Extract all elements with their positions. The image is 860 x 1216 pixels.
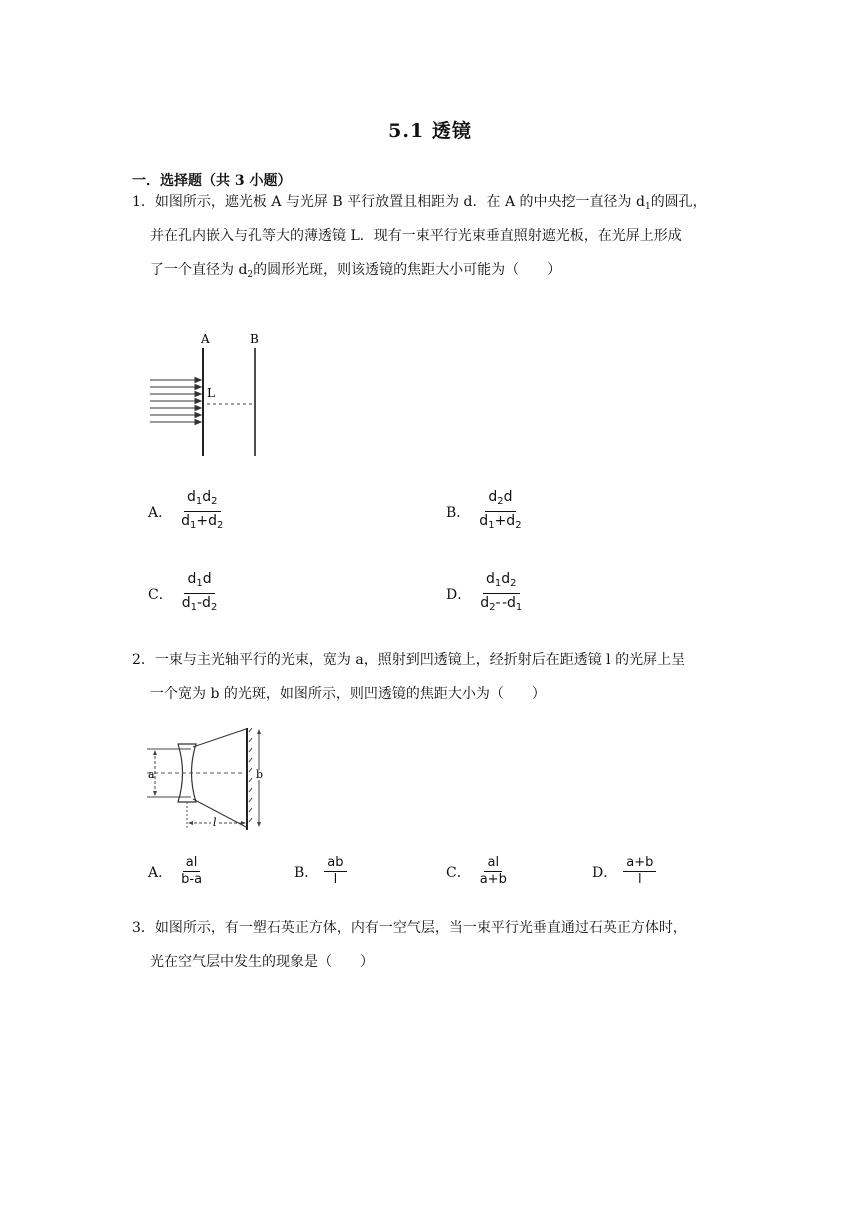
option-c-fraction: $\frac{al}{a+b}$ [479, 855, 507, 887]
section-heading: 一．选择题（共 3 小题） [132, 173, 292, 189]
question-1-option-a[interactable]: A． $\frac{d_1d_2}{d_1+d_2}$ [148, 488, 226, 535]
page-title: 5.1 透镜 [388, 120, 472, 142]
option-a-fraction: $\frac{d_1d_2}{d_1+d_2}$ [181, 489, 224, 531]
option-a-fraction: $\frac{al}{b-a}$ [181, 855, 203, 887]
figure-label-l: L [207, 386, 215, 400]
option-d-fraction: $\frac{d_1d_2}{d_2- -d_1}$ [480, 571, 523, 613]
question-2-option-d[interactable]: D． $\frac{a+b}{l}$ [592, 855, 656, 888]
concave-lens [178, 744, 196, 802]
question-3-line-1: 3．如图所示，有一塑石英正方体，内有一空气层，当一束平行光垂直通过石英正方体时， [132, 920, 687, 936]
question-1-line-3: 了一个直径为 $d_2$的圆形光斑，则该透镜的焦距大小可能为（ ） [150, 262, 562, 280]
option-b-fraction: $\frac{d_2d}{d_1+d_2}$ [479, 489, 522, 531]
question-2-option-c[interactable]: C． $\frac{al}{a+b}$ [446, 855, 510, 888]
question-2-line-2: 一个宽为 b 的光斑，如图所示，则凹透镜的焦距大小为（ ） [150, 686, 546, 702]
question-1-line-1: 1．如图所示，遮光板 A 与光屏 B 平行放置且相距为 d．在 A 的中央挖一直径为 $d_1$的圆孔， [132, 194, 707, 212]
label-l: l [213, 816, 217, 829]
question-3-line-2: 光在空气层中发生的现象是（ ） [150, 954, 374, 970]
option-d-fraction: $\frac{a+b}{l}$ [623, 855, 656, 888]
question-2-option-a[interactable]: A． $\frac{al}{b-a}$ [148, 855, 205, 888]
figure-label-a: A [201, 332, 210, 346]
question-1-line-2: 并在孔内嵌入与孔等大的薄透镜 L．现有一束平行光束垂直照射遮光板，在光屏上形成 [150, 228, 682, 244]
screen-hatching [249, 728, 252, 822]
question-2-line-1: 2．一束与主光轴平行的光束，宽为 a，照射到凹透镜上，经折射后在距透镜 l 的光屏上呈 [132, 652, 686, 668]
ray-top-out [193, 729, 246, 747]
question-2-figure [145, 726, 273, 832]
label-b: b [256, 768, 264, 781]
question-2-option-b[interactable]: B． $\frac{ab}{l}$ [294, 855, 347, 888]
parallel-light-rays [150, 378, 201, 425]
label-a: a [148, 768, 155, 781]
option-c-fraction: $\frac{d_1d}{d_1-d_2}$ [181, 571, 218, 613]
figure-label-b: B [250, 332, 259, 346]
question-1-option-c[interactable]: C． $\frac{d_1d}{d_1-d_2}$ [148, 570, 220, 617]
question-1-option-d[interactable]: D． $\frac{d_1d_2}{d_2- -d_1}$ [446, 570, 525, 617]
option-b-fraction: $\frac{ab}{l}$ [324, 855, 346, 888]
question-1-option-b[interactable]: B． $\frac{d_2d}{d_1+d_2}$ [446, 488, 525, 535]
question-1-figure [145, 328, 275, 458]
